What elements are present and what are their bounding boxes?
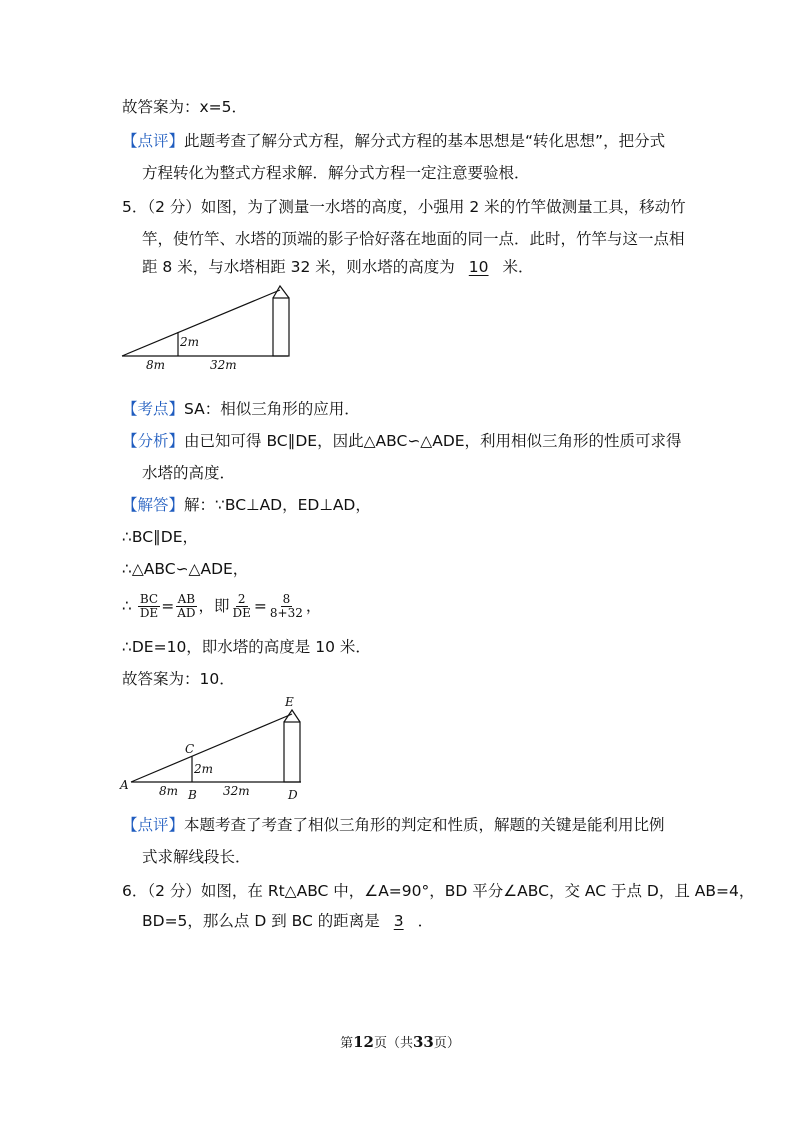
fig2-label-d: D: [288, 788, 298, 802]
fig2-right-label: 32m: [223, 784, 250, 798]
fig1-pole-label: 2m: [180, 335, 200, 349]
kaodian-line: [122, 398, 360, 420]
comment5-line2: 式求解线段长．: [142, 848, 251, 866]
step-2: ∴BC∥DE，: [122, 528, 199, 546]
step-4: ∴ $\frac{BC}{DE}$ = $\frac{AB}{AD}$ ，即 $\frac{2}{DE}$ = $\frac{8}{8+32}$ ，: [122, 592, 322, 620]
fenxi-text: 由已知可得 BC∥DE，因此△ABC∽△ADE，利用相似三角形的性质可求得: [184, 432, 682, 450]
fraction-bc-de: $\frac{BC}{DE}$: [139, 592, 159, 620]
q5-answer-blank: 10: [468, 258, 489, 276]
fenxi-line2: 水塔的高度．: [142, 464, 236, 482]
q5-line3: [142, 256, 534, 278]
q5-line2: 竿，使竹竿、水塔的顶端的影子恰好落在地面的同一点．此时，竹竿与这一点相: [142, 230, 685, 248]
fig2-label-e: E: [285, 695, 294, 709]
fig2-label-b: B: [188, 788, 197, 802]
comment5-tag: 【点评】: [122, 816, 185, 834]
step-3: ∴△ABC∽△ADE，: [122, 560, 249, 578]
kaodian-text: SA：相似三角形的应用．: [184, 400, 360, 418]
fraction-ab-ad: $\frac{AB}{AD}$: [177, 592, 196, 620]
q5-line1: 5．（2 分）如图，为了测量一水塔的高度，小强用 2 米的竹竿做测量工具，移动竹: [122, 198, 686, 216]
step-5: ∴DE=10，即水塔的高度是 10 米．: [122, 638, 371, 656]
fenxi-tag: 【分析】: [122, 432, 185, 450]
q6-text-end: ．: [417, 912, 434, 930]
footer-page: 12: [353, 1033, 374, 1051]
comment-tag: 【点评】: [122, 132, 185, 150]
q6-line1: 6．（2 分）如图，在 Rt△ABC 中，∠A=90°，BD 平分∠ABC，交 AC 于点 D，且 AB=4，: [122, 882, 755, 900]
comment5-text: 本题考查了考查了相似三角形的判定和性质，解题的关键是能利用比例: [184, 816, 665, 834]
comment-prev-line1: [122, 130, 665, 152]
jieda-tag: 【解答】: [122, 496, 185, 514]
fraction-8-sum: $\frac{8}{8+32}$: [269, 592, 303, 620]
answer-5: 故答案为：10．: [122, 670, 235, 688]
q6-text: BD=5，那么点 D 到 BC 的距离是: [142, 912, 380, 930]
fig2-pole-label: 2m: [194, 762, 214, 776]
q5-text-end: 米．: [502, 258, 534, 276]
answer-prev: 故答案为：x=5．: [122, 98, 248, 116]
fenxi-line1: [122, 430, 682, 452]
jieda-text: 解：∵BC⊥AD，ED⊥AD，: [184, 496, 371, 514]
q6-line2: [142, 910, 433, 932]
jieda-line1: [122, 494, 371, 516]
tower-figure-2: [115, 692, 315, 807]
q6-answer-blank: 3: [393, 912, 404, 930]
comment-text: 此题考查了解分式方程，解分式方程的基本思想是“转化思想”，把分式: [184, 132, 666, 150]
footer-post: 页）: [433, 1036, 460, 1051]
tower-figure-1: [118, 280, 298, 375]
kaodian-tag: 【考点】: [122, 400, 185, 418]
fraction-2-de: $\frac{2}{DE}$: [232, 592, 251, 620]
fig2-label-a: A: [120, 778, 129, 792]
step4-end: ，: [305, 597, 322, 615]
comment-prev-line2: 方程转化为整式方程求解．解分式方程一定注意要验根．: [142, 164, 530, 182]
step4-mid: ，即: [198, 597, 230, 615]
fig1-left-label: 8m: [146, 358, 166, 372]
step4-therefore: ∴: [122, 597, 132, 615]
page-footer: [0, 1032, 800, 1051]
fig1-right-label: 32m: [210, 358, 237, 372]
footer-mid: 页（共: [373, 1036, 413, 1051]
fig2-label-c: C: [185, 742, 195, 756]
comment5-line1: [122, 814, 665, 836]
fig2-left-label: 8m: [159, 784, 179, 798]
footer-total: 33: [413, 1033, 434, 1051]
q5-text: 距 8 米，与水塔相距 32 米，则水塔的高度为: [142, 258, 455, 276]
footer-pre: 第: [340, 1036, 354, 1051]
